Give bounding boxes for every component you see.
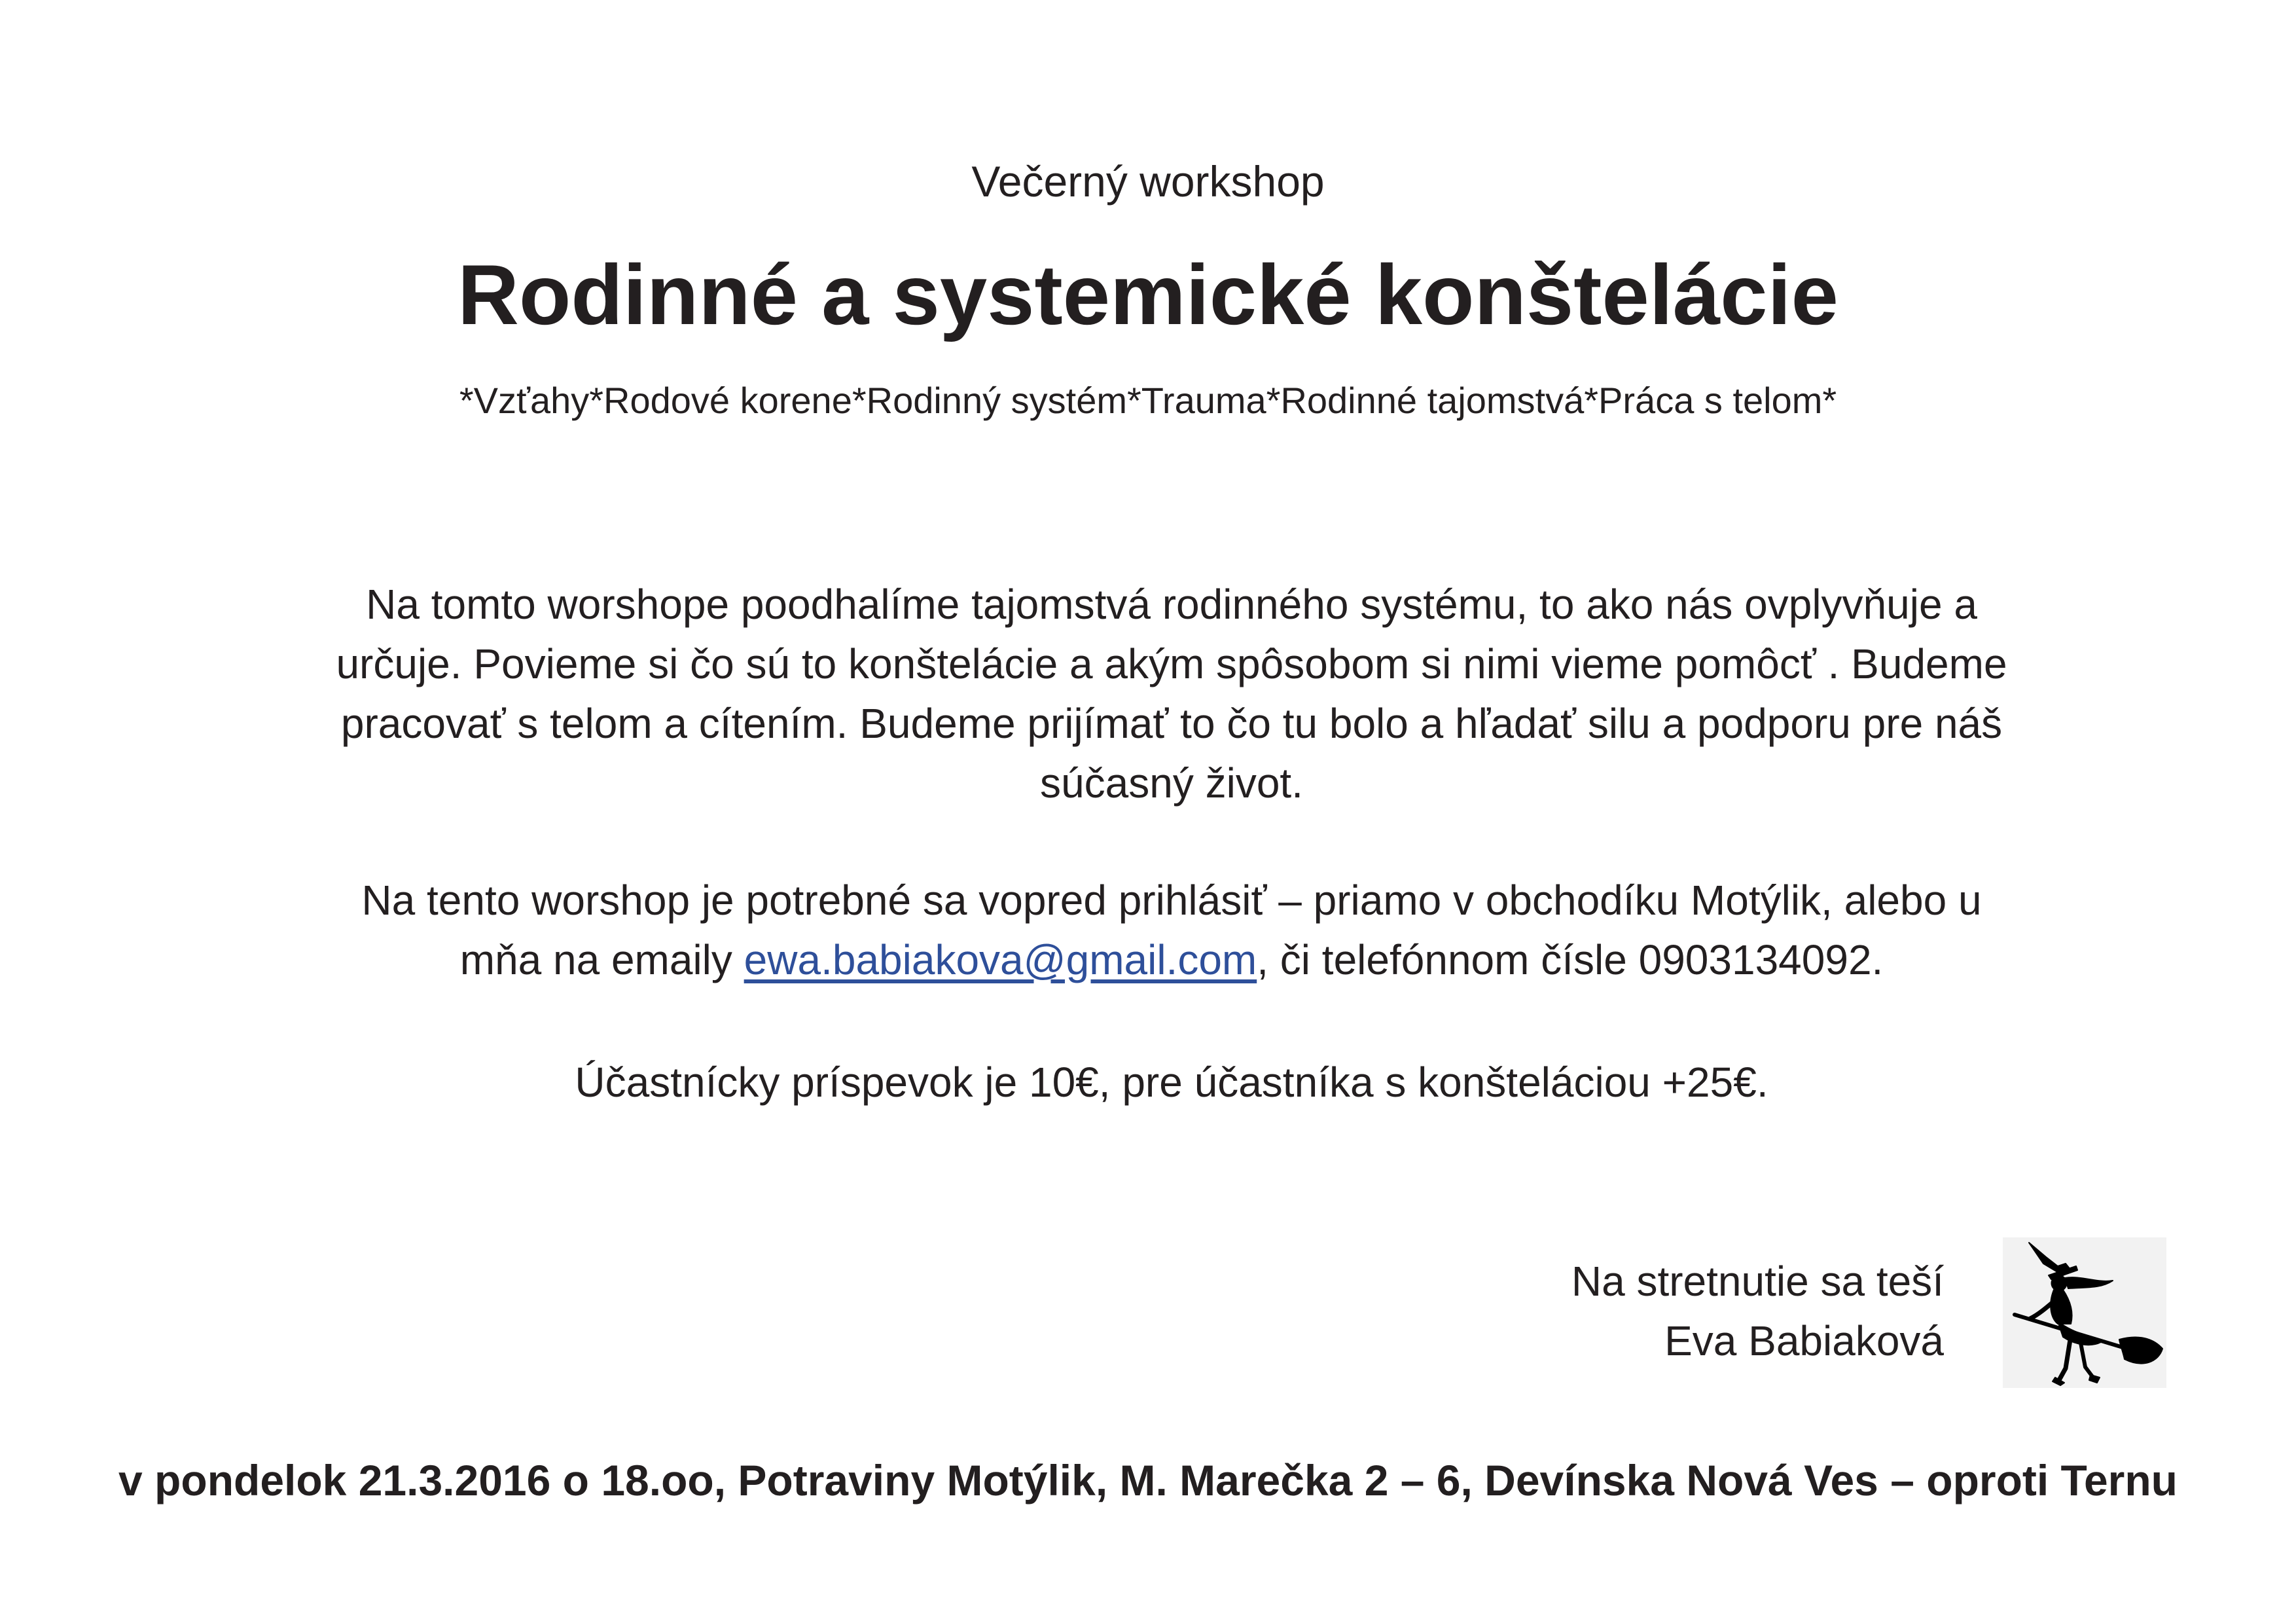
signature-block <box>1571 1252 1944 1371</box>
description-paragraph <box>262 575 2081 813</box>
signature-greeting: Na stretnutie sa teší <box>1571 1258 1944 1305</box>
registration-line-1: Na tento worshop je potrebné sa vopred prihlásiť – priamo v obchodíku Motýlik, alebo u <box>361 877 1982 924</box>
event-details-footer: v pondelok 21.3.2016 o 18.oo, Potraviny Motýlik, M. Marečka 2 – 6, Devínska Nová Ves – oproti Ternu <box>118 1456 2178 1504</box>
registration-text-after-email: , či telefónnom čísle 0903134092. <box>1257 936 1884 983</box>
fee-line: Účastnícky príspevok je 10€, pre účastníka s konšteláciou +25€. <box>575 1059 1768 1106</box>
registration-line-2 <box>262 930 2081 990</box>
description-line-2: určuje. Povieme si čo sú to konštelácie a akým spôsobom si nimi vieme pomôcť . Budeme <box>336 640 2007 687</box>
description-line-1: Na tomto worshope poodhalíme tajomstvá rodinného systému, to ako nás ovplyvňuje a <box>366 581 1977 628</box>
email-link[interactable]: ewa.babiakova@gmail.com <box>744 936 1257 983</box>
topic-tags: *Vzťahy*Rodové korene*Rodinný systém*Trauma*Rodinné tajomstvá*Práca s telom* <box>459 380 1837 421</box>
registration-text-before-email: mňa na emaily <box>459 936 744 983</box>
description-line-4: súčasný život. <box>1040 759 1303 807</box>
fee-paragraph <box>262 1053 2081 1112</box>
signature-name: Eva Babiaková <box>1664 1317 1944 1364</box>
page-title: Rodinné a systemické konštelácie <box>457 247 1839 342</box>
witch-on-broom-icon <box>2003 1237 2166 1388</box>
event-subtitle: Večerný workshop <box>971 157 1325 206</box>
registration-paragraph <box>262 871 2081 990</box>
description-line-3: pracovať s telom a cítením. Budeme prijímať to čo tu bolo a hľadať silu a podporu pre náš <box>340 700 2003 747</box>
